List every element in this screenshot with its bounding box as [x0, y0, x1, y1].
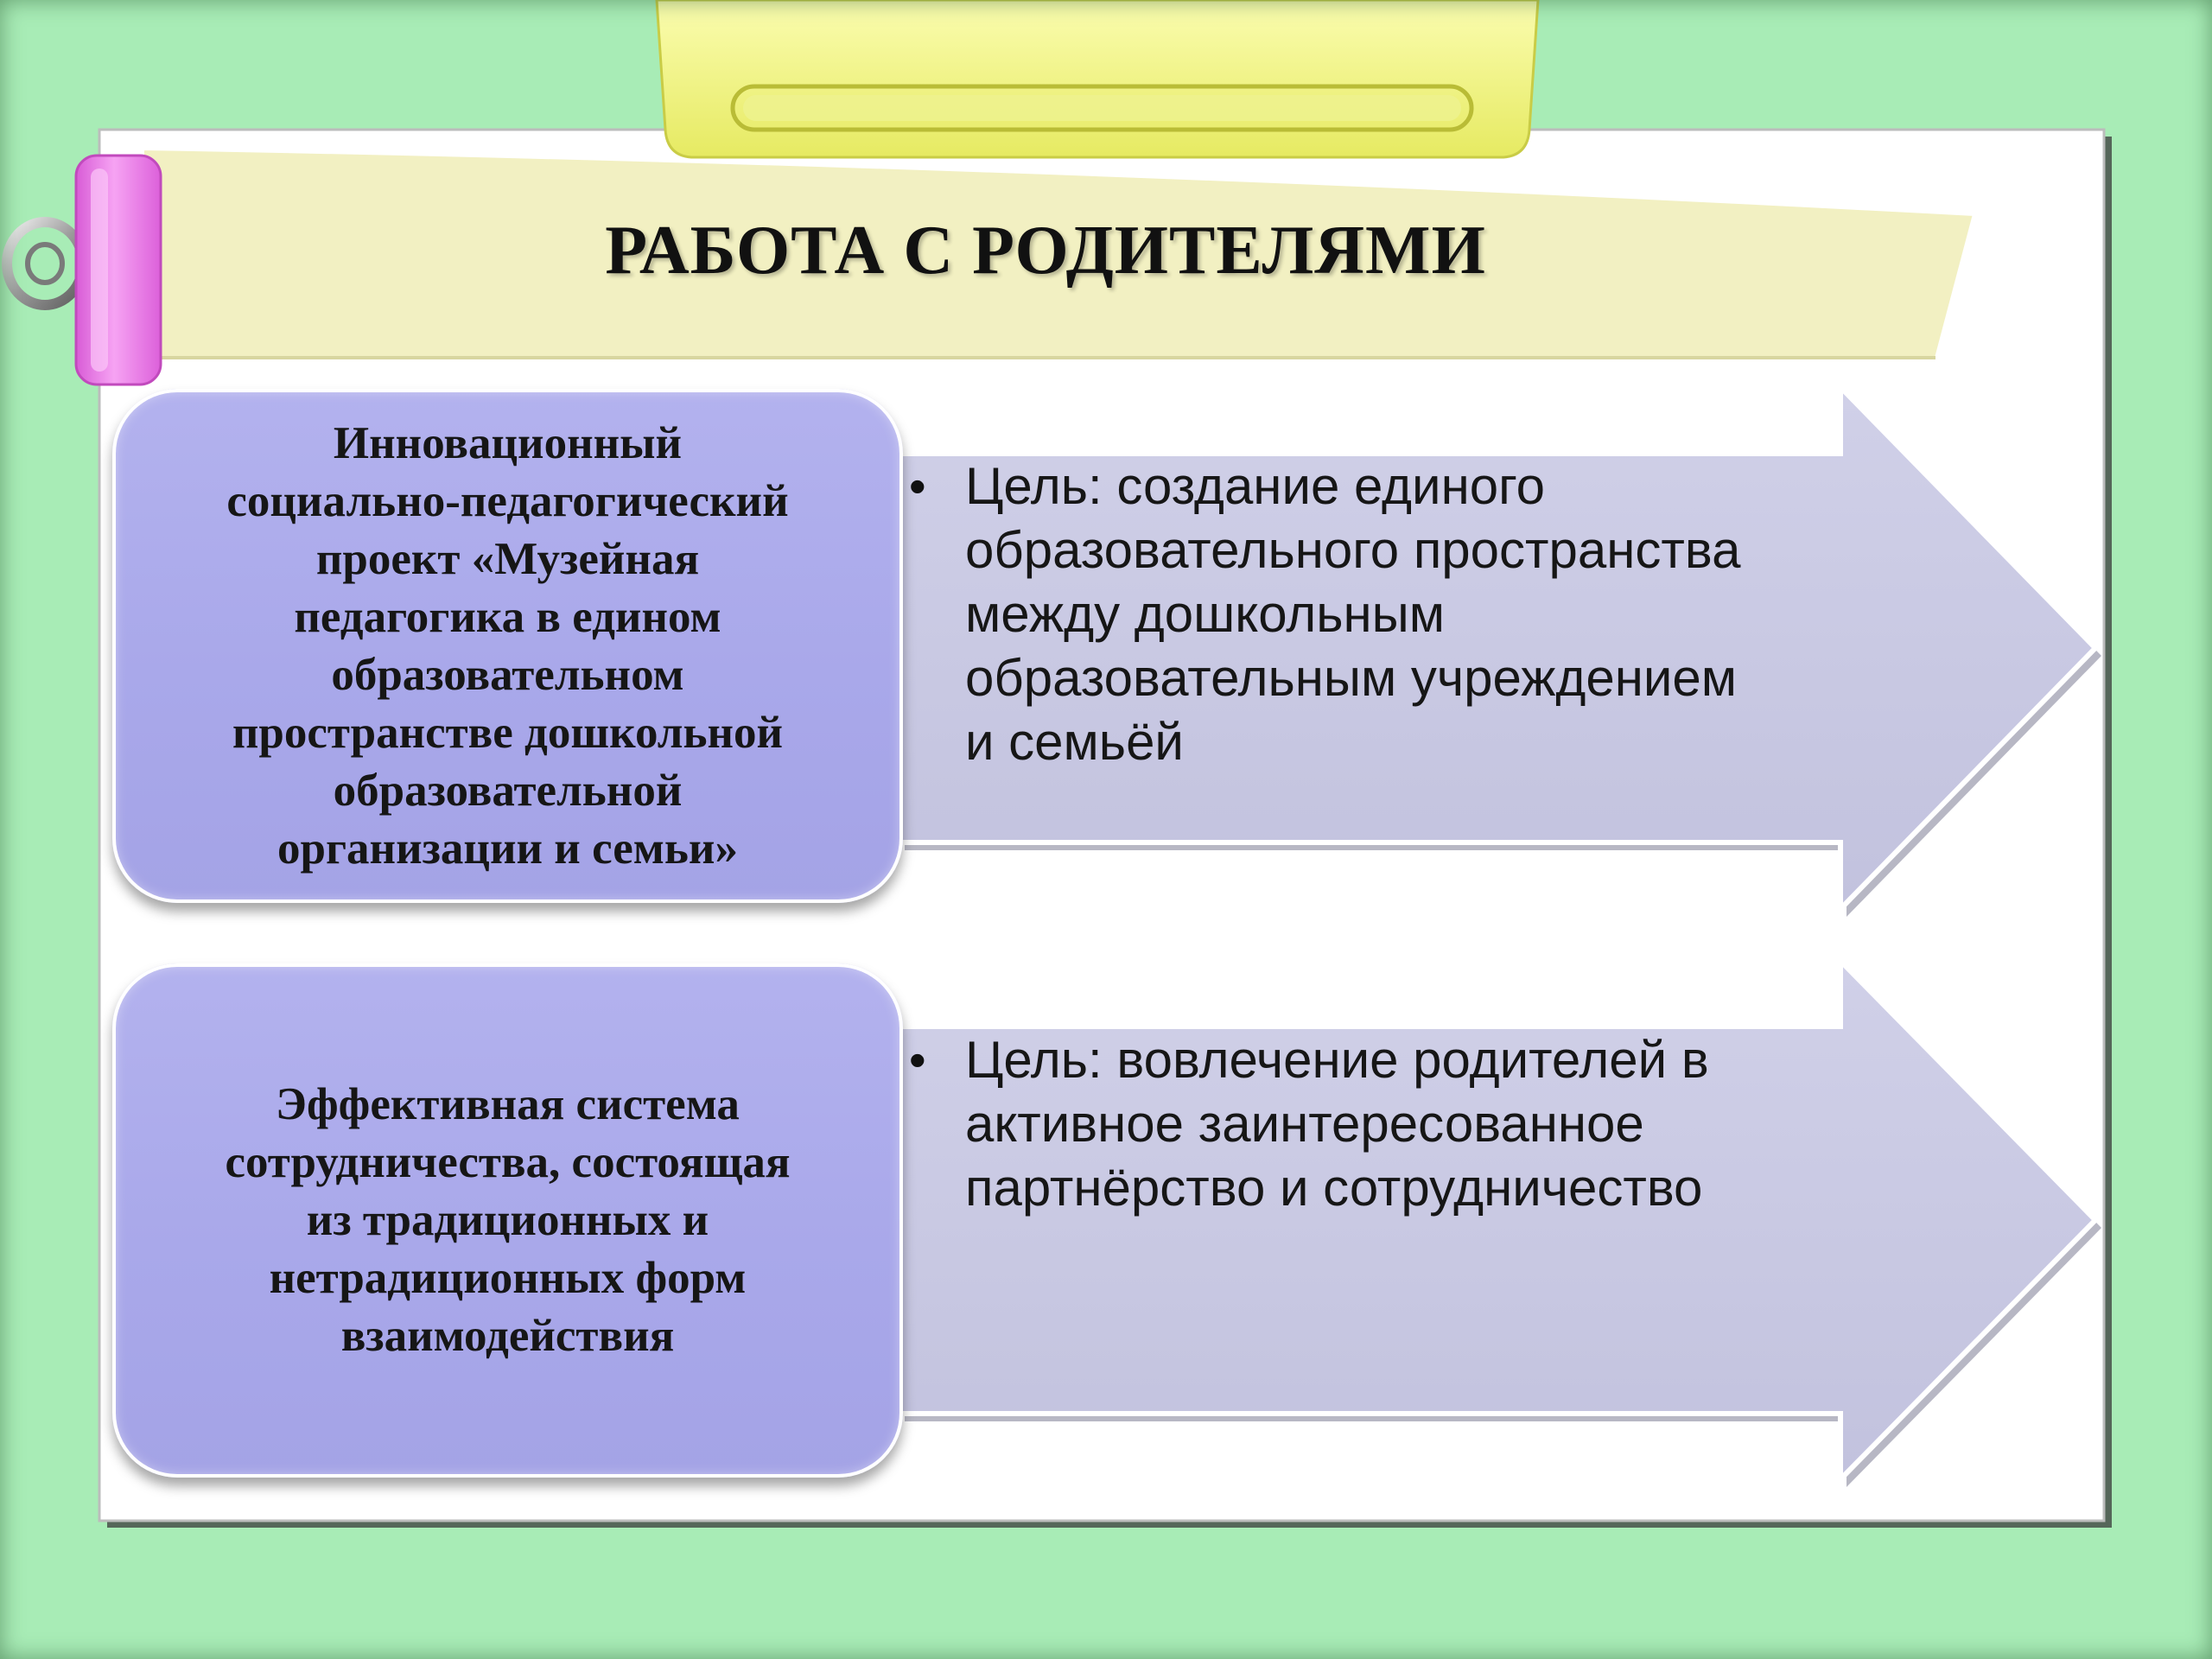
goal-item-1	[909, 454, 1946, 774]
goal-text-2: Цель: вовлечение родителей в активное заинтересованное партнёрство и сотрудничество	[965, 1031, 1709, 1217]
bullet-icon: •	[909, 459, 926, 513]
project-text-2: Эффективная система сотрудничества, состоящая из традиционных и нетрадиционных форм взаимодействия	[225, 1079, 791, 1361]
goal-text-1: Цель: создание единого образовательного пространства между дошкольным образовательным учреждением и семьёй	[965, 457, 1741, 771]
project-box-2	[112, 963, 903, 1478]
goal-item-2	[909, 1028, 1946, 1220]
binder-clip-icon	[7, 156, 161, 385]
project-text-1: Инновационный социально-педагогический проект «Музейная педагогика в едином образовательном пространстве дошкольной образовательной организации и семьи»	[226, 417, 789, 874]
page-title: РАБОТА С РОДИТЕЛЯМИ	[605, 213, 1486, 289]
project-box-1	[112, 389, 903, 903]
folder-tab	[657, 0, 1538, 157]
bullet-icon: •	[909, 1033, 926, 1087]
